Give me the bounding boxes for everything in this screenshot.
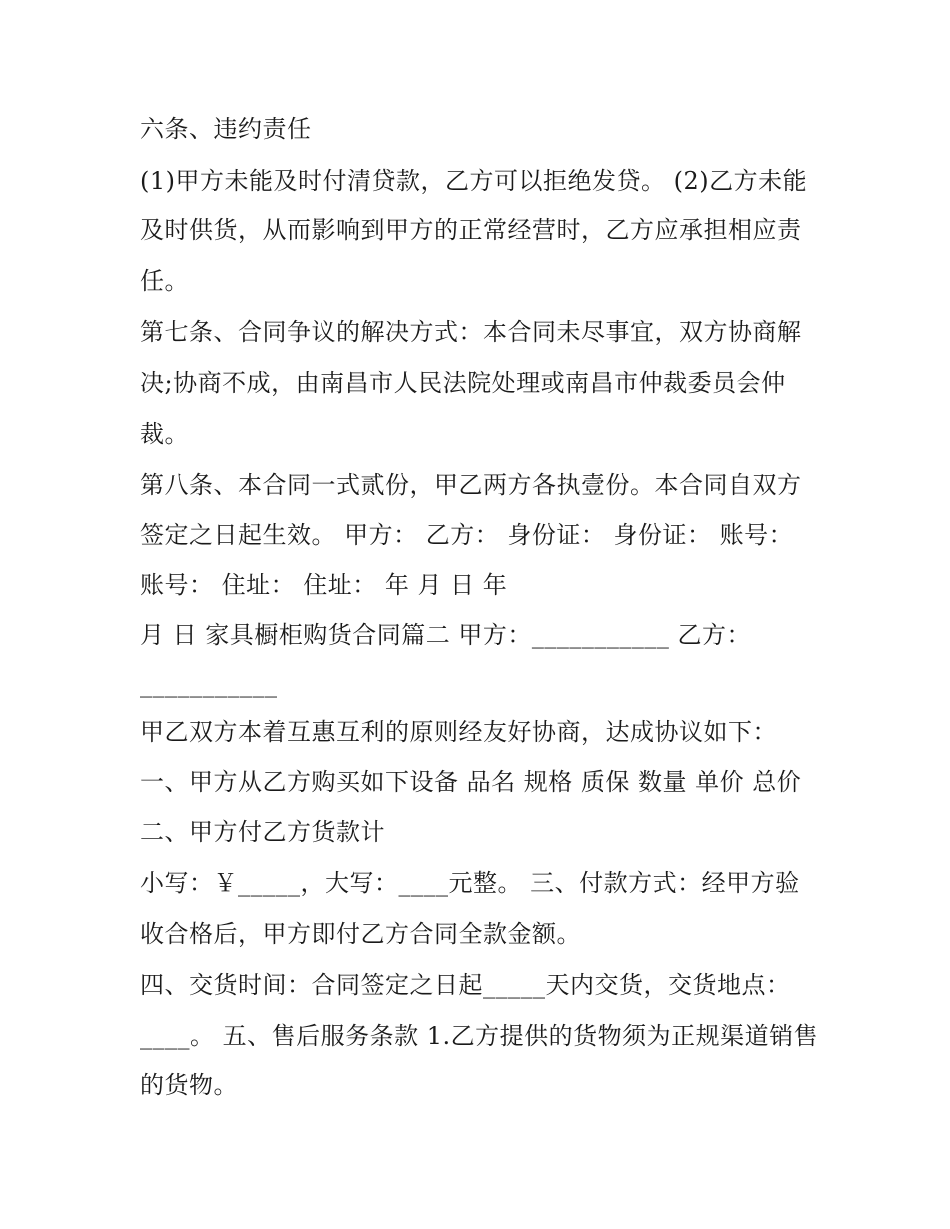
text-line: ____。 五、售后服务条款 1.乙方提供的货物须为正规渠道销售 bbox=[140, 1022, 819, 1050]
text-line: 的货物。 bbox=[140, 1071, 238, 1099]
text-line: 四、交货时间：合同签定之日起_____天内交货，交货地点： bbox=[140, 971, 791, 999]
text-line: ___________ bbox=[140, 670, 278, 698]
text-line: 六条、违约责任 bbox=[140, 115, 312, 143]
text-line: 第七条、合同争议的解决方式：本合同未尽事宜，双方协商解 bbox=[140, 318, 802, 346]
text-line: 甲乙双方本着互惠互利的原则经友好协商，达成协议如下： bbox=[140, 718, 777, 746]
text-line: 收合格后，甲方即付乙方合同全款金额。 bbox=[140, 920, 581, 948]
text-line: 及时供货，从而影响到甲方的正常经营时，乙方应承担相应责 bbox=[140, 216, 802, 244]
text-line: 一、甲方从乙方购买如下设备 品名 规格 质保 数量 单价 总价 bbox=[140, 768, 802, 796]
text-line: 任。 bbox=[140, 267, 189, 295]
text-line: 签定之日起生效。 甲方： 乙方： 身份证： 身份证： 账号： bbox=[140, 521, 794, 549]
text-line: 第八条、本合同一式贰份，甲乙两方各执壹份。本合同自双方 bbox=[140, 471, 802, 499]
text-line: 账号： 住址： 住址： 年 月 日 年 bbox=[140, 571, 508, 599]
text-line: 裁。 bbox=[140, 420, 189, 448]
text-line: (1)甲方未能及时付清贷款，乙方可以拒绝发贷。 (2)乙方未能 bbox=[140, 167, 808, 195]
text-line: 二、甲方付乙方货款计 bbox=[140, 818, 385, 846]
text-line: 月 日 家具橱柜购货合同篇二 甲方：___________ 乙方： bbox=[140, 621, 752, 649]
text-line: 小写：￥_____，大写：____元整。 三、付款方式：经甲方验 bbox=[140, 869, 800, 897]
text-line: 决;协商不成，由南昌市人民法院处理或南昌市仲裁委员会仲 bbox=[140, 369, 786, 397]
